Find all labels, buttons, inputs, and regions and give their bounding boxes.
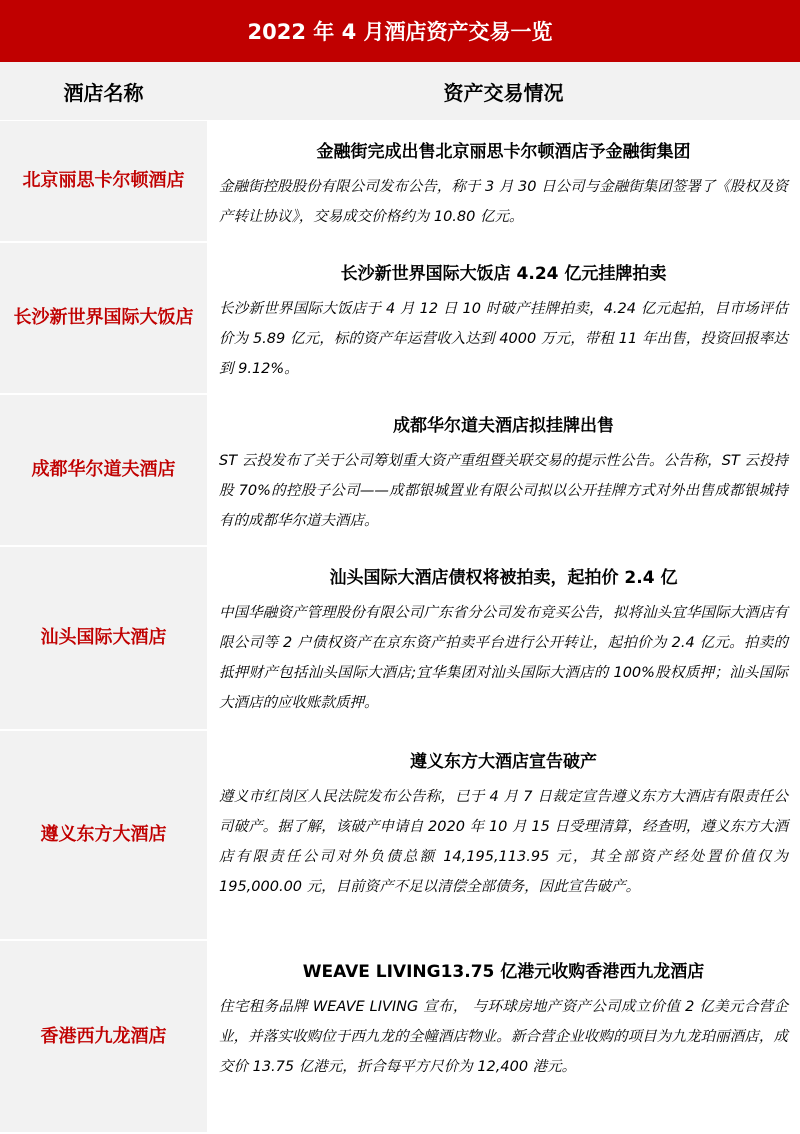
page-title: 2022 年 4 月酒店资产交易一览 [0, 0, 800, 62]
transaction-detail [207, 395, 800, 545]
transaction-headline: 金融街完成出售北京丽思卡尔顿酒店予金融街集团 [316, 142, 691, 162]
table-row [0, 395, 800, 547]
table-header [0, 62, 800, 121]
transaction-headline: 成都华尔道夫酒店拟挂牌出售 [393, 416, 614, 436]
hotel-name: 香港西九龙酒店 [0, 941, 207, 1132]
table-row [0, 243, 800, 395]
transaction-detail [207, 731, 800, 939]
transaction-body: 住宅租务品牌 WEAVE LIVING 宣布， 与环球房地产资产公司成立价值 2 亿美元合营企业，并落实收购位于西九龙的全幢酒店物业。新合营企业收购的项目为九龙珀丽酒店，成交价 13.75 亿港元，折合每平方尺价为 12,400 港元。 [219, 999, 788, 1075]
transaction-detail [207, 547, 800, 729]
transaction-body: 金融街控股股份有限公司发布公告，称于 3 月 30 日公司与金融街集团签署了《股权及资产转让协议》，交易成交价格约为 10.80 亿元。 [219, 179, 788, 225]
transaction-detail [207, 243, 800, 393]
transaction-body: ST 云投发布了关于公司筹划重大资产重组暨关联交易的提示性公告。公告称，ST 云投持股 70%的控股子公司——成都银城置业有限公司拟以公开挂牌方式对外出售成都银城持有的成都华尔道夫酒店。 [219, 453, 788, 529]
table-row [0, 731, 800, 941]
hotel-name: 长沙新世界国际大饭店 [0, 243, 207, 393]
transaction-body: 长沙新世界国际大饭店于 4 月 12 日 10 时破产挂牌拍卖，4.24 亿元起拍，目市场评估价为 5.89 亿元，标的资产年运营收入达到 4000 万元，带租 11 年出售，投资回报率达到 9.12%。 [219, 301, 788, 377]
column-header-name: 酒店名称 [63, 80, 144, 105]
table-row [0, 941, 800, 1134]
table-row [0, 547, 800, 731]
transaction-detail [207, 121, 800, 241]
transaction-body: 遵义市红岗区人民法院发布公告称，已于 4 月 7 日裁定宣告遵义东方大酒店有限责任公司破产。据了解，该破产申请自 2020 年 10 月 15 日受理清算，经查明，遵义东方大酒店有限责任公司对外负债总额 14,195,113.95 元，其全部资产经处置价值仅为 195,000.00 元，目前资产不足以清偿全部债务，因此宣告破产。 [219, 789, 788, 895]
hotel-name: 北京丽思卡尔顿酒店 [0, 121, 207, 241]
hotel-name: 遵义东方大酒店 [0, 731, 207, 939]
transaction-body: 中国华融资产管理股份有限公司广东省分公司发布竞买公告，拟将汕头宜华国际大酒店有限公司等 2 户债权资产在京东资产拍卖平台进行公开转让，起拍价为 2.4 亿元。拍卖的抵押财产包括汕头国际大酒店;宜华集团对汕头国际大酒店的 100%股权质押；汕头国际大酒店的应收账款质押。 [219, 605, 788, 711]
transaction-headline: WEAVE LIVING13.75 亿港元收购香港西九龙酒店 [302, 962, 705, 982]
transaction-headline: 长沙新世界国际大饭店 4.24 亿元挂牌拍卖 [340, 264, 667, 284]
transaction-headline: 遵义东方大酒店宣告破产 [410, 752, 597, 772]
table-row [0, 121, 800, 243]
transaction-headline: 汕头国际大酒店债权将被拍卖，起拍价 2.4 亿 [329, 568, 678, 588]
column-header-detail: 资产交易情况 [443, 80, 564, 105]
hotel-name: 汕头国际大酒店 [0, 547, 207, 729]
hotel-name: 成都华尔道夫酒店 [0, 395, 207, 545]
transaction-detail [207, 941, 800, 1132]
